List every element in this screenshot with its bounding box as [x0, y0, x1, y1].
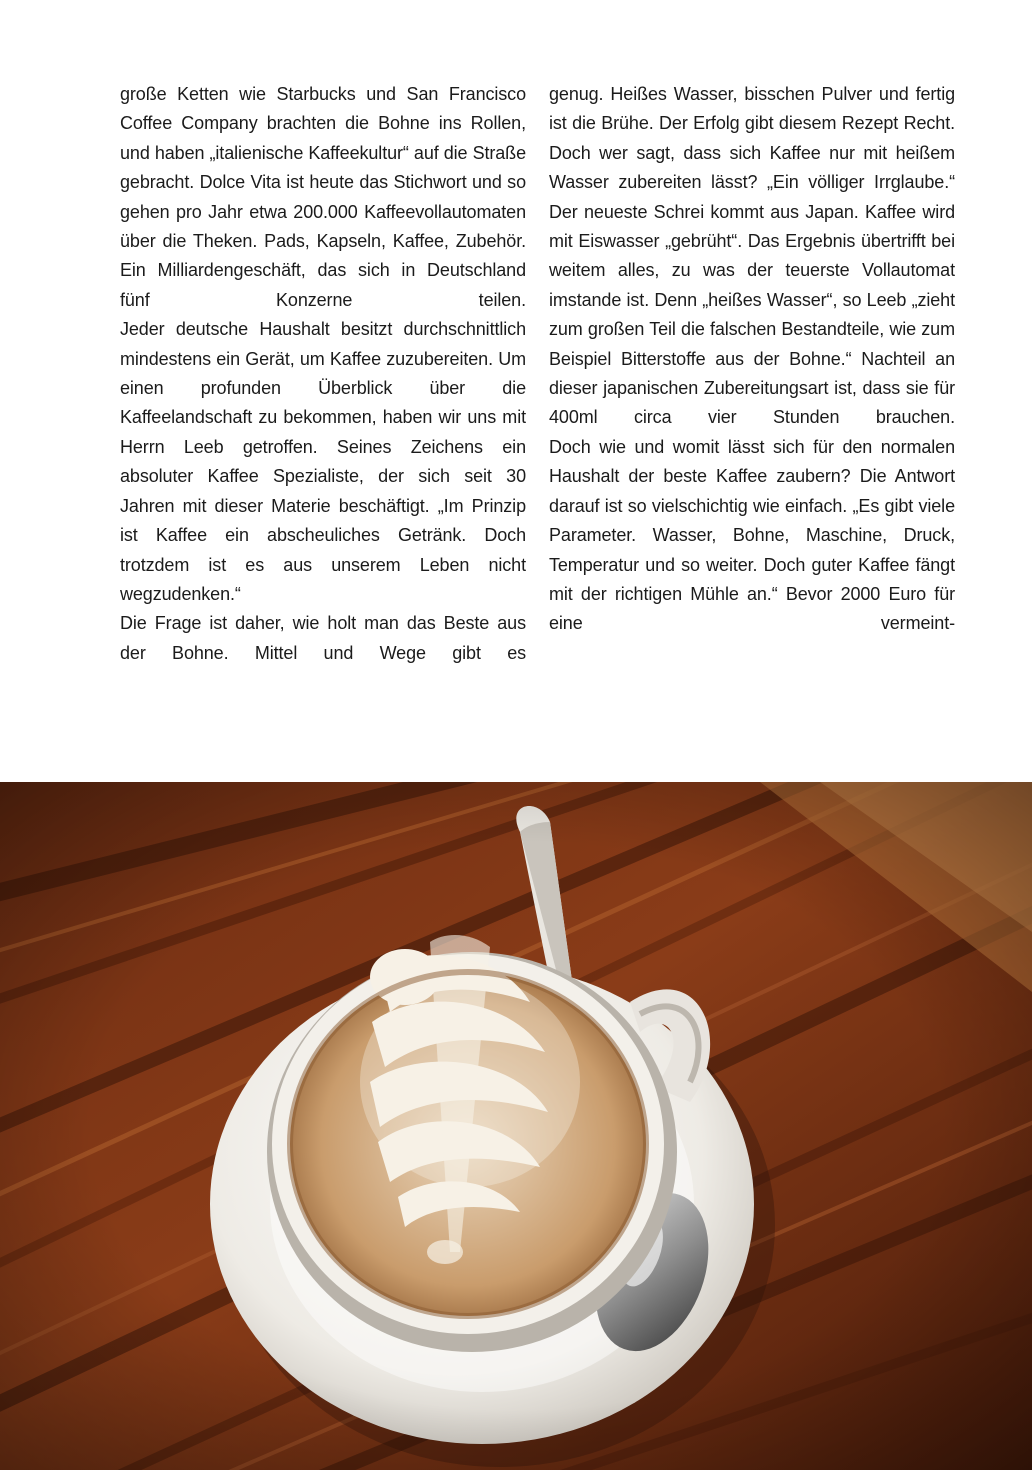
paragraph: Die Frage ist daher, wie holt man das Beste aus der Bohne. Mittel und Wege gibt es	[120, 613, 526, 663]
paragraph: große Ketten wie Starbucks und San Francisco Coffee Company brachten die Bohne ins Rollen, und haben „italienische Kaffeekultur“ auf die Straße gebracht. Dolce Vita ist heute das Stichwort und so gehen pro Jahr etwa 200.000 Kaffeevollautomaten über die Theken. Pads, Kapseln, Kaffee, Zubehör. Ein Milliardengeschäft, das sich in Deutschland fünf Konzerne teilen.	[120, 84, 526, 310]
paragraph: genug. Heißes Wasser, bisschen Pulver und fertig ist die Brühe. Der Erfolg gibt diesem Rezept Recht. Doch wer sagt, dass sich Kaffee nur mit heißem Wasser zubereiten lässt? „Ein völliger Irrglaube.“ Der neueste Schrei kommt aus Japan. Kaffee wird mit Eiswasser „gebrüht“. Das Ergebnis übertrifft bei weitem alles, zu was der teuerste Vollautomat imstande ist. Denn „heißes Wasser“, so Leeb „zieht zum großen Teil die falschen Bestandteile, wie zum Beispiel Bitterstoffe aus der Bohne.“ Nachteil an dieser japanischen Zubereitungsart ist, dass sie für 400ml circa vier Stunden brauchen.	[549, 84, 955, 428]
paragraph: Doch wie und womit lässt sich für den normalen Haushalt der beste Kaffee zaubern? Die Antwort darauf ist so vielschichtig wie einfach. „Es gibt viele Parameter. Wasser, Bohne, Maschine, Druck, Temperatur und so weiter. Doch guter Kaffee fängt mit der richtigen Mühle an.“ Bevor 2000 Euro für eine vermeint-	[549, 436, 955, 634]
article-column-right	[549, 80, 955, 639]
cappuccino-illustration	[0, 782, 1032, 1470]
article-column-left	[120, 80, 526, 668]
cappuccino-photo	[0, 782, 1032, 1470]
paragraph: Jeder deutsche Haushalt besitzt durchschnittlich mindestens ein Gerät, um Kaffee zuzubereiten. Um einen profunden Überblick über die Kaffeelandschaft zu bekommen, haben wir uns mit Herrn Leeb getroffen. Seines Zeichens ein absoluter Kaffee Spezialiste, der sich seit 30 Jahren mit dieser Materie beschäftigt. „Im Prinzip ist Kaffee ein abscheuliches Getränk. Doch trotzdem ist es aus unserem Leben nicht wegzudenken.“	[120, 319, 526, 604]
